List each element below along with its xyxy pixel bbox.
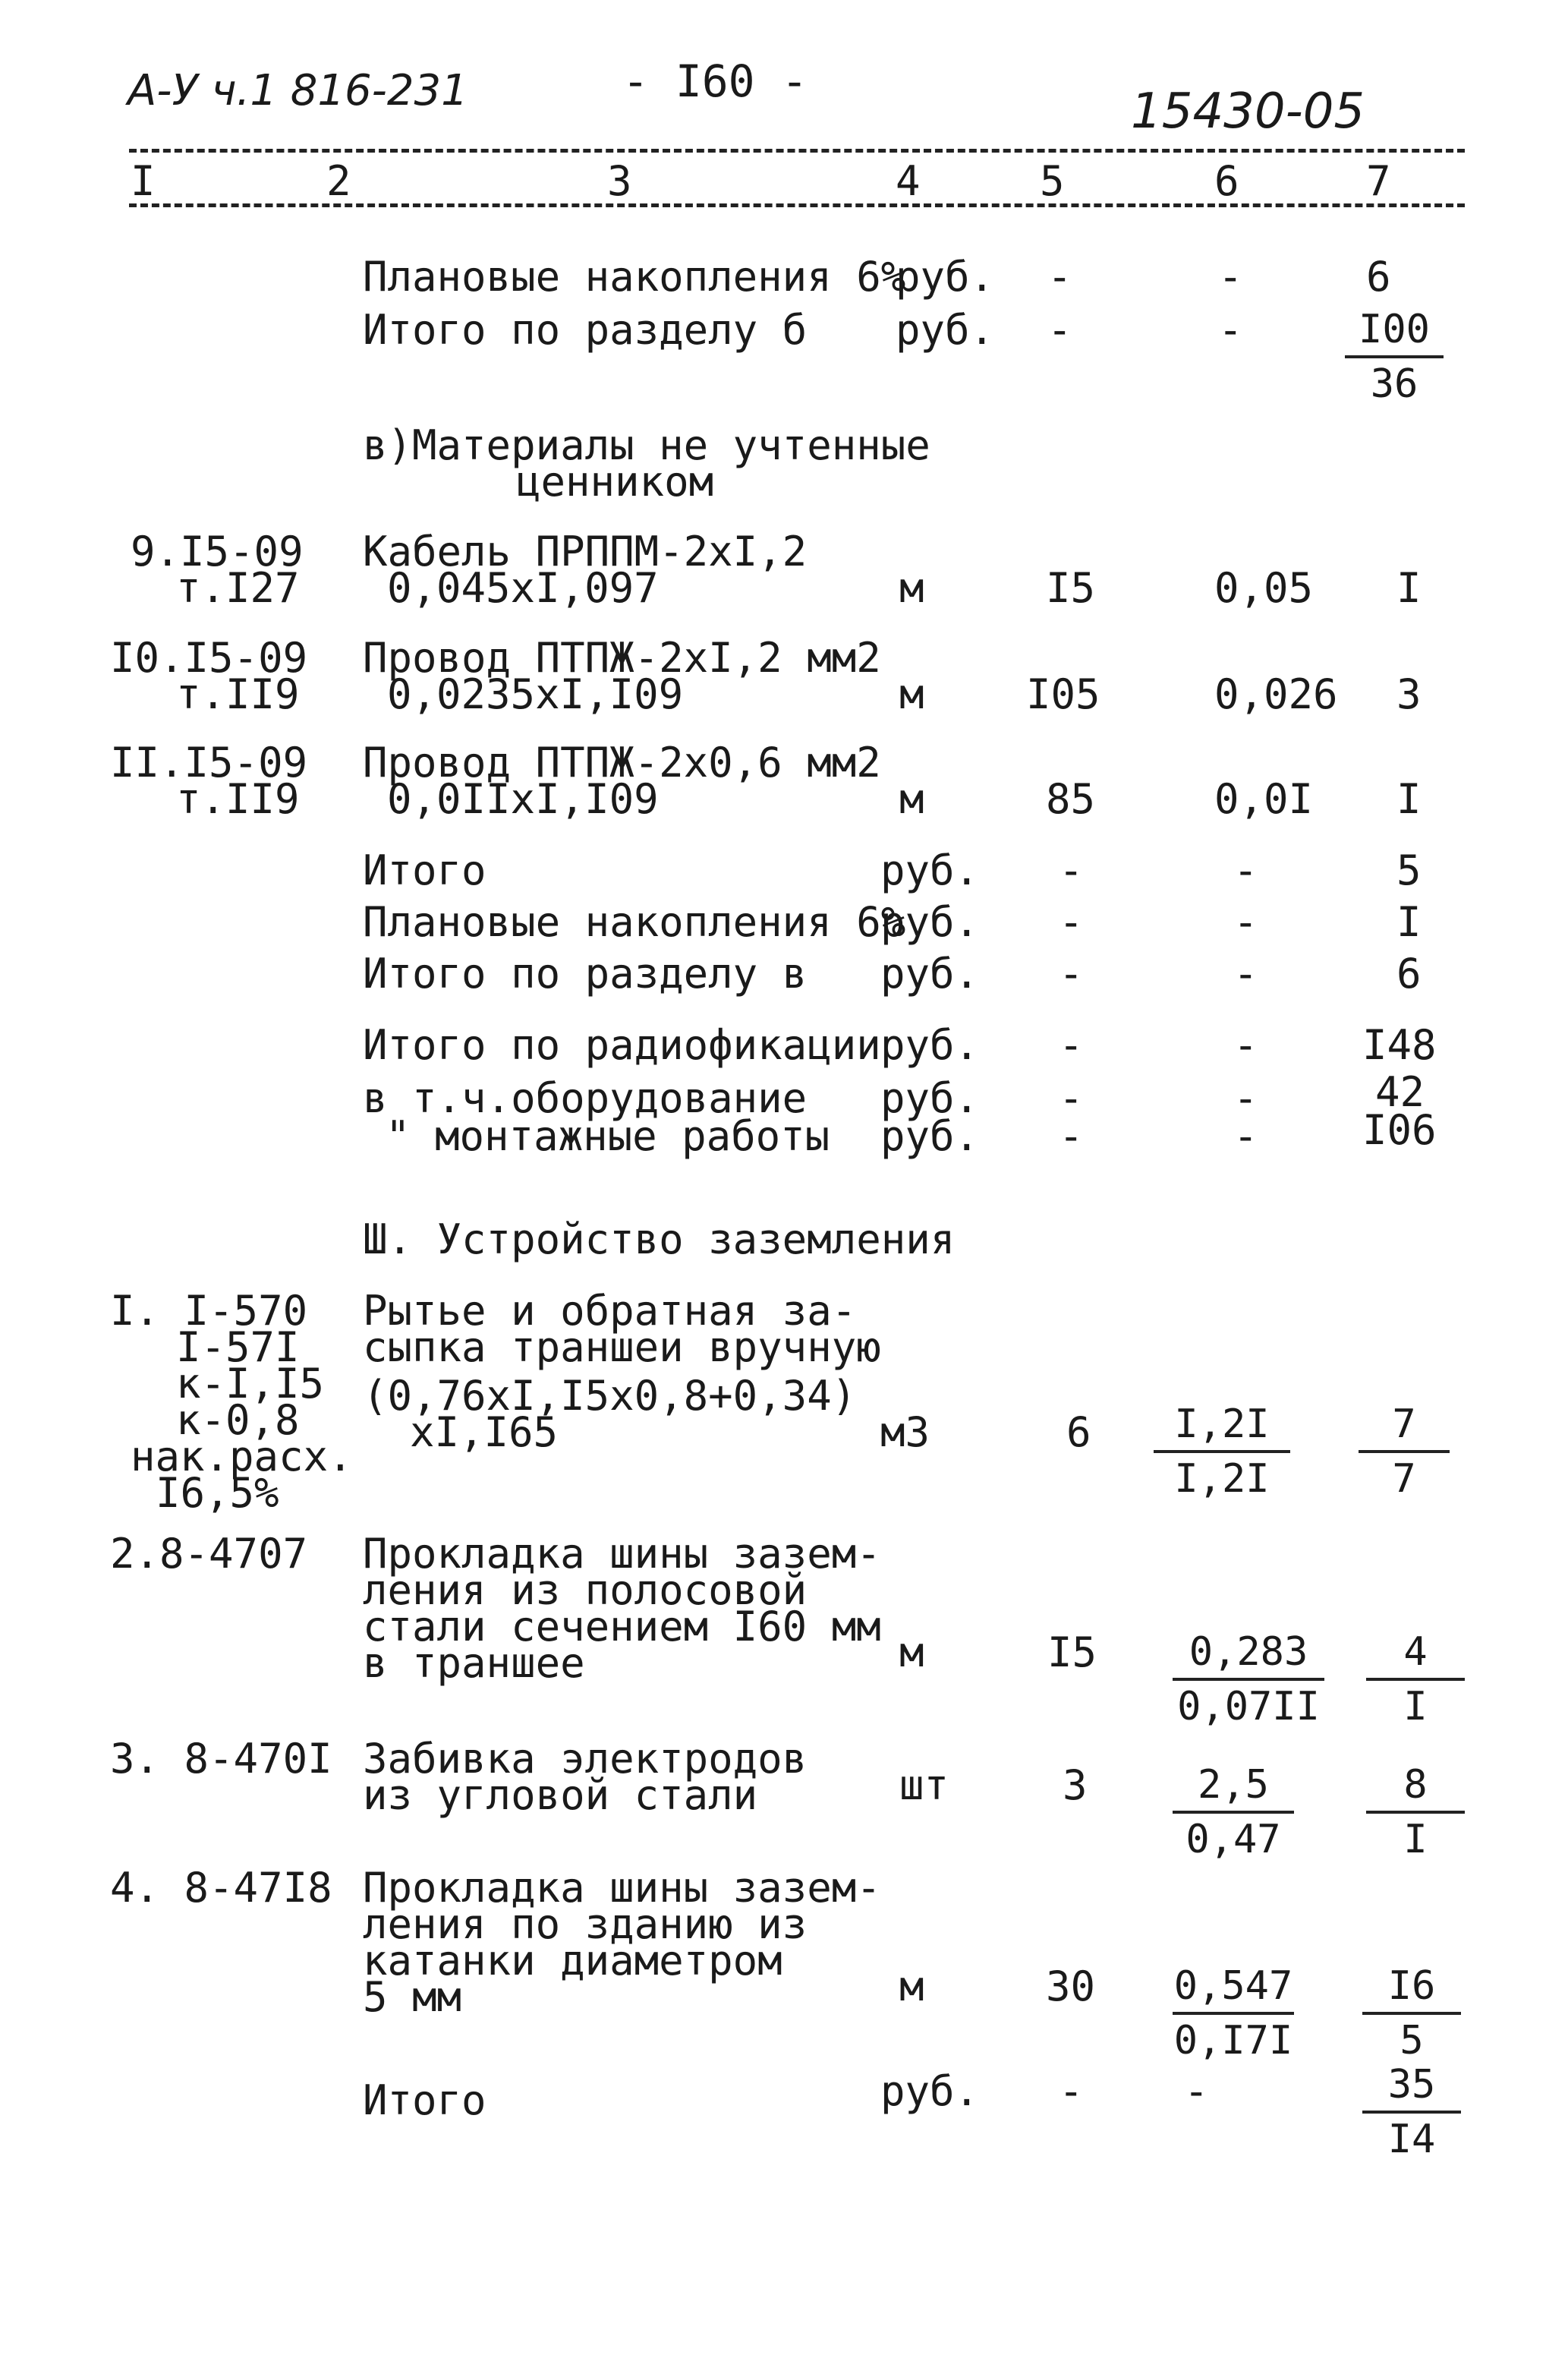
column-number: 7 bbox=[1366, 157, 1391, 205]
column-number: 3 bbox=[607, 157, 632, 205]
row-code: нак.расх. bbox=[131, 1433, 353, 1480]
total-numerator: 8 bbox=[1366, 1765, 1465, 1814]
stamp-number: 15430-05 bbox=[1131, 84, 1365, 140]
row-unit: м bbox=[899, 775, 924, 823]
row-qty: - bbox=[1059, 846, 1084, 894]
row-unit: м bbox=[899, 670, 924, 718]
header-bottom-rule bbox=[129, 203, 1465, 207]
row-name: 5 мм bbox=[363, 1973, 462, 2021]
row-code: к-0,8 bbox=[176, 1396, 300, 1444]
row-unit: руб. bbox=[880, 1021, 980, 1069]
row-price-fraction bbox=[1173, 1762, 1294, 1862]
row-price: - bbox=[1218, 306, 1243, 354]
row-total: I bbox=[1396, 898, 1422, 946]
row-code: I0.I5-09 bbox=[110, 634, 308, 682]
row-name: Прокладка шины зазем- bbox=[363, 1530, 881, 1578]
column-number: 2 bbox=[326, 157, 351, 205]
row-formula: (0,76хI,I5х0,8+0,34) bbox=[363, 1372, 857, 1420]
row-price: 0,0I bbox=[1214, 775, 1314, 823]
row-name: катанки диаметром bbox=[363, 1937, 782, 1985]
row-price: - bbox=[1233, 1021, 1258, 1069]
row-name: сыпка траншеи вручную bbox=[363, 1323, 881, 1371]
row-qty: - bbox=[1059, 950, 1084, 998]
row-qty: - bbox=[1059, 1074, 1084, 1122]
row-total: 42 bbox=[1375, 1068, 1425, 1116]
row-code: к-I,I5 bbox=[176, 1360, 325, 1408]
total-denominator: 7 bbox=[1392, 1456, 1416, 1502]
row-total: I06 bbox=[1362, 1106, 1437, 1154]
row-price: 0,05 bbox=[1214, 564, 1314, 612]
row-unit: руб. bbox=[880, 2067, 980, 2115]
price-denominator: 0,I7I bbox=[1173, 2018, 1293, 2063]
row-code: 4. 8-47I8 bbox=[110, 1864, 332, 1912]
row-total: 3 bbox=[1396, 670, 1422, 718]
row-qty: I5 bbox=[1046, 564, 1096, 612]
row-code: 3. 8-470I bbox=[110, 1735, 332, 1783]
price-denominator: 0,07II bbox=[1177, 1684, 1320, 1729]
column-number: 4 bbox=[896, 157, 921, 205]
row-code-table: т.II9 bbox=[176, 775, 300, 823]
row-qty: - bbox=[1059, 2067, 1084, 2115]
row-unit: м3 bbox=[880, 1408, 930, 1456]
row-price: - bbox=[1218, 253, 1243, 301]
row-formula: 0,0235хI,I09 bbox=[387, 670, 684, 718]
row-total-fraction bbox=[1366, 1629, 1465, 1729]
row-price: - bbox=[1233, 1112, 1258, 1160]
row-name: в т.ч.оборудование bbox=[363, 1074, 808, 1122]
row-unit: руб. bbox=[880, 846, 980, 894]
row-unit: руб. bbox=[896, 253, 995, 301]
row-total: 6 bbox=[1366, 253, 1391, 301]
row-formula: 0,045хI,097 bbox=[387, 564, 659, 612]
section-title: Ш. Устройство заземления bbox=[363, 1215, 956, 1263]
row-formula: хI,I65 bbox=[410, 1408, 559, 1456]
row-code-table: т.II9 bbox=[176, 670, 300, 718]
row-code: 9.I5-09 bbox=[131, 528, 304, 575]
row-name: Прокладка шины зазем- bbox=[363, 1864, 881, 1912]
row-total-fraction bbox=[1359, 1401, 1450, 1502]
column-number: I bbox=[131, 157, 156, 205]
row-name: в траншее bbox=[363, 1639, 585, 1687]
row-price: - bbox=[1184, 2067, 1209, 2115]
row-price-fraction bbox=[1173, 1963, 1294, 2063]
column-number: 5 bbox=[1040, 157, 1065, 205]
row-name: Плановые накопления 6% bbox=[363, 898, 906, 946]
price-denominator: 0,47 bbox=[1185, 1817, 1281, 1862]
row-code: I6,5% bbox=[156, 1469, 279, 1517]
document-reference: А-У ч.1 816-231 bbox=[128, 66, 468, 115]
row-name: ления из полосовой bbox=[363, 1566, 808, 1614]
row-name: " монтажные работы bbox=[386, 1112, 830, 1160]
row-qty: 6 bbox=[1066, 1408, 1091, 1456]
row-code: I. I-570 bbox=[110, 1287, 308, 1335]
row-unit: руб. bbox=[880, 898, 980, 946]
row-name: Итого по разделу в bbox=[363, 950, 808, 998]
row-unit: шт bbox=[899, 1761, 949, 1809]
row-total-fraction bbox=[1362, 1963, 1461, 2063]
row-code-table: т.I27 bbox=[176, 564, 300, 612]
row-unit: руб. bbox=[880, 1074, 980, 1122]
row-price: - bbox=[1233, 846, 1258, 894]
row-unit: руб. bbox=[880, 950, 980, 998]
total-numerator: 35 bbox=[1362, 2065, 1461, 2114]
row-price: 0,026 bbox=[1214, 670, 1338, 718]
row-unit: руб. bbox=[880, 1112, 980, 1160]
total-denominator: 5 bbox=[1400, 2018, 1424, 2063]
total-numerator: 4 bbox=[1366, 1632, 1465, 1681]
row-formula: 0,0IIхI,I09 bbox=[387, 775, 659, 823]
row-name: Забивка электродов bbox=[363, 1735, 808, 1783]
total-denominator: I bbox=[1403, 1684, 1428, 1729]
row-name: Итого по радиофикации bbox=[363, 1021, 881, 1069]
row-code: II.I5-09 bbox=[110, 739, 308, 787]
row-total-fraction bbox=[1362, 2062, 1461, 2162]
row-name: Провод ПТПЖ-2хI,2 мм2 bbox=[363, 634, 881, 682]
row-total: I bbox=[1396, 775, 1422, 823]
section-title-continued: ценником bbox=[516, 458, 714, 506]
row-name: Провод ПТПЖ-2х0,6 мм2 bbox=[363, 739, 881, 787]
row-qty: I05 bbox=[1026, 670, 1100, 718]
row-qty: 30 bbox=[1046, 1962, 1096, 2010]
row-code: 2.8-4707 bbox=[110, 1530, 308, 1578]
row-qty: 3 bbox=[1063, 1761, 1088, 1809]
row-total: I bbox=[1396, 564, 1422, 612]
row-name: Итого по разделу б bbox=[363, 306, 808, 354]
row-unit: м bbox=[899, 564, 924, 612]
column-number: 6 bbox=[1214, 157, 1239, 205]
row-price: - bbox=[1233, 1074, 1258, 1122]
row-name: из угловой стали bbox=[363, 1771, 758, 1819]
row-name: стали сечением I60 мм bbox=[363, 1603, 881, 1650]
total-numerator: I6 bbox=[1362, 1966, 1461, 2015]
row-name: Плановые накопления 6% bbox=[363, 253, 906, 301]
row-qty: I5 bbox=[1047, 1628, 1097, 1676]
row-qty: - bbox=[1047, 306, 1072, 354]
row-code: I-57I bbox=[176, 1323, 300, 1371]
row-name: Итого bbox=[363, 846, 486, 894]
row-price: - bbox=[1233, 950, 1258, 998]
price-numerator: 0,547 bbox=[1173, 1966, 1294, 2015]
row-price: - bbox=[1233, 898, 1258, 946]
price-numerator: 0,283 bbox=[1173, 1632, 1324, 1681]
row-total: 6 bbox=[1396, 950, 1422, 998]
row-price-fraction bbox=[1154, 1401, 1290, 1502]
price-denominator: I,2I bbox=[1174, 1456, 1270, 1502]
row-name: ления по зданию из bbox=[363, 1900, 808, 1948]
row-name: Кабель ПРППМ-2хI,2 bbox=[363, 528, 808, 575]
page-number: - I60 - bbox=[622, 55, 808, 107]
row-total: 5 bbox=[1396, 846, 1422, 894]
row-qty: - bbox=[1059, 1021, 1084, 1069]
row-total-fraction bbox=[1366, 1762, 1465, 1862]
row-price-fraction bbox=[1173, 1629, 1324, 1729]
total-numerator: I00 bbox=[1345, 310, 1444, 358]
row-unit: руб. bbox=[896, 306, 995, 354]
row-name: Итого bbox=[363, 2076, 486, 2124]
row-qty: - bbox=[1059, 898, 1084, 946]
total-denominator: I bbox=[1403, 1817, 1428, 1862]
row-qty: 85 bbox=[1046, 775, 1096, 823]
row-total-fraction bbox=[1345, 307, 1444, 407]
section-title: в)Материалы не учтенные bbox=[363, 421, 930, 469]
price-numerator: 2,5 bbox=[1173, 1765, 1294, 1814]
total-denominator: 36 bbox=[1370, 361, 1418, 407]
total-numerator: 7 bbox=[1359, 1404, 1450, 1453]
total-denominator: I4 bbox=[1387, 2117, 1436, 2162]
row-total: I48 bbox=[1362, 1021, 1437, 1069]
row-qty: - bbox=[1059, 1112, 1084, 1160]
row-qty: - bbox=[1047, 253, 1072, 301]
row-unit: м bbox=[899, 1628, 924, 1676]
row-name: Рытье и обратная за- bbox=[363, 1287, 857, 1335]
row-unit: м bbox=[899, 1962, 924, 2010]
price-numerator: I,2I bbox=[1154, 1404, 1290, 1453]
header-top-rule bbox=[129, 149, 1465, 153]
